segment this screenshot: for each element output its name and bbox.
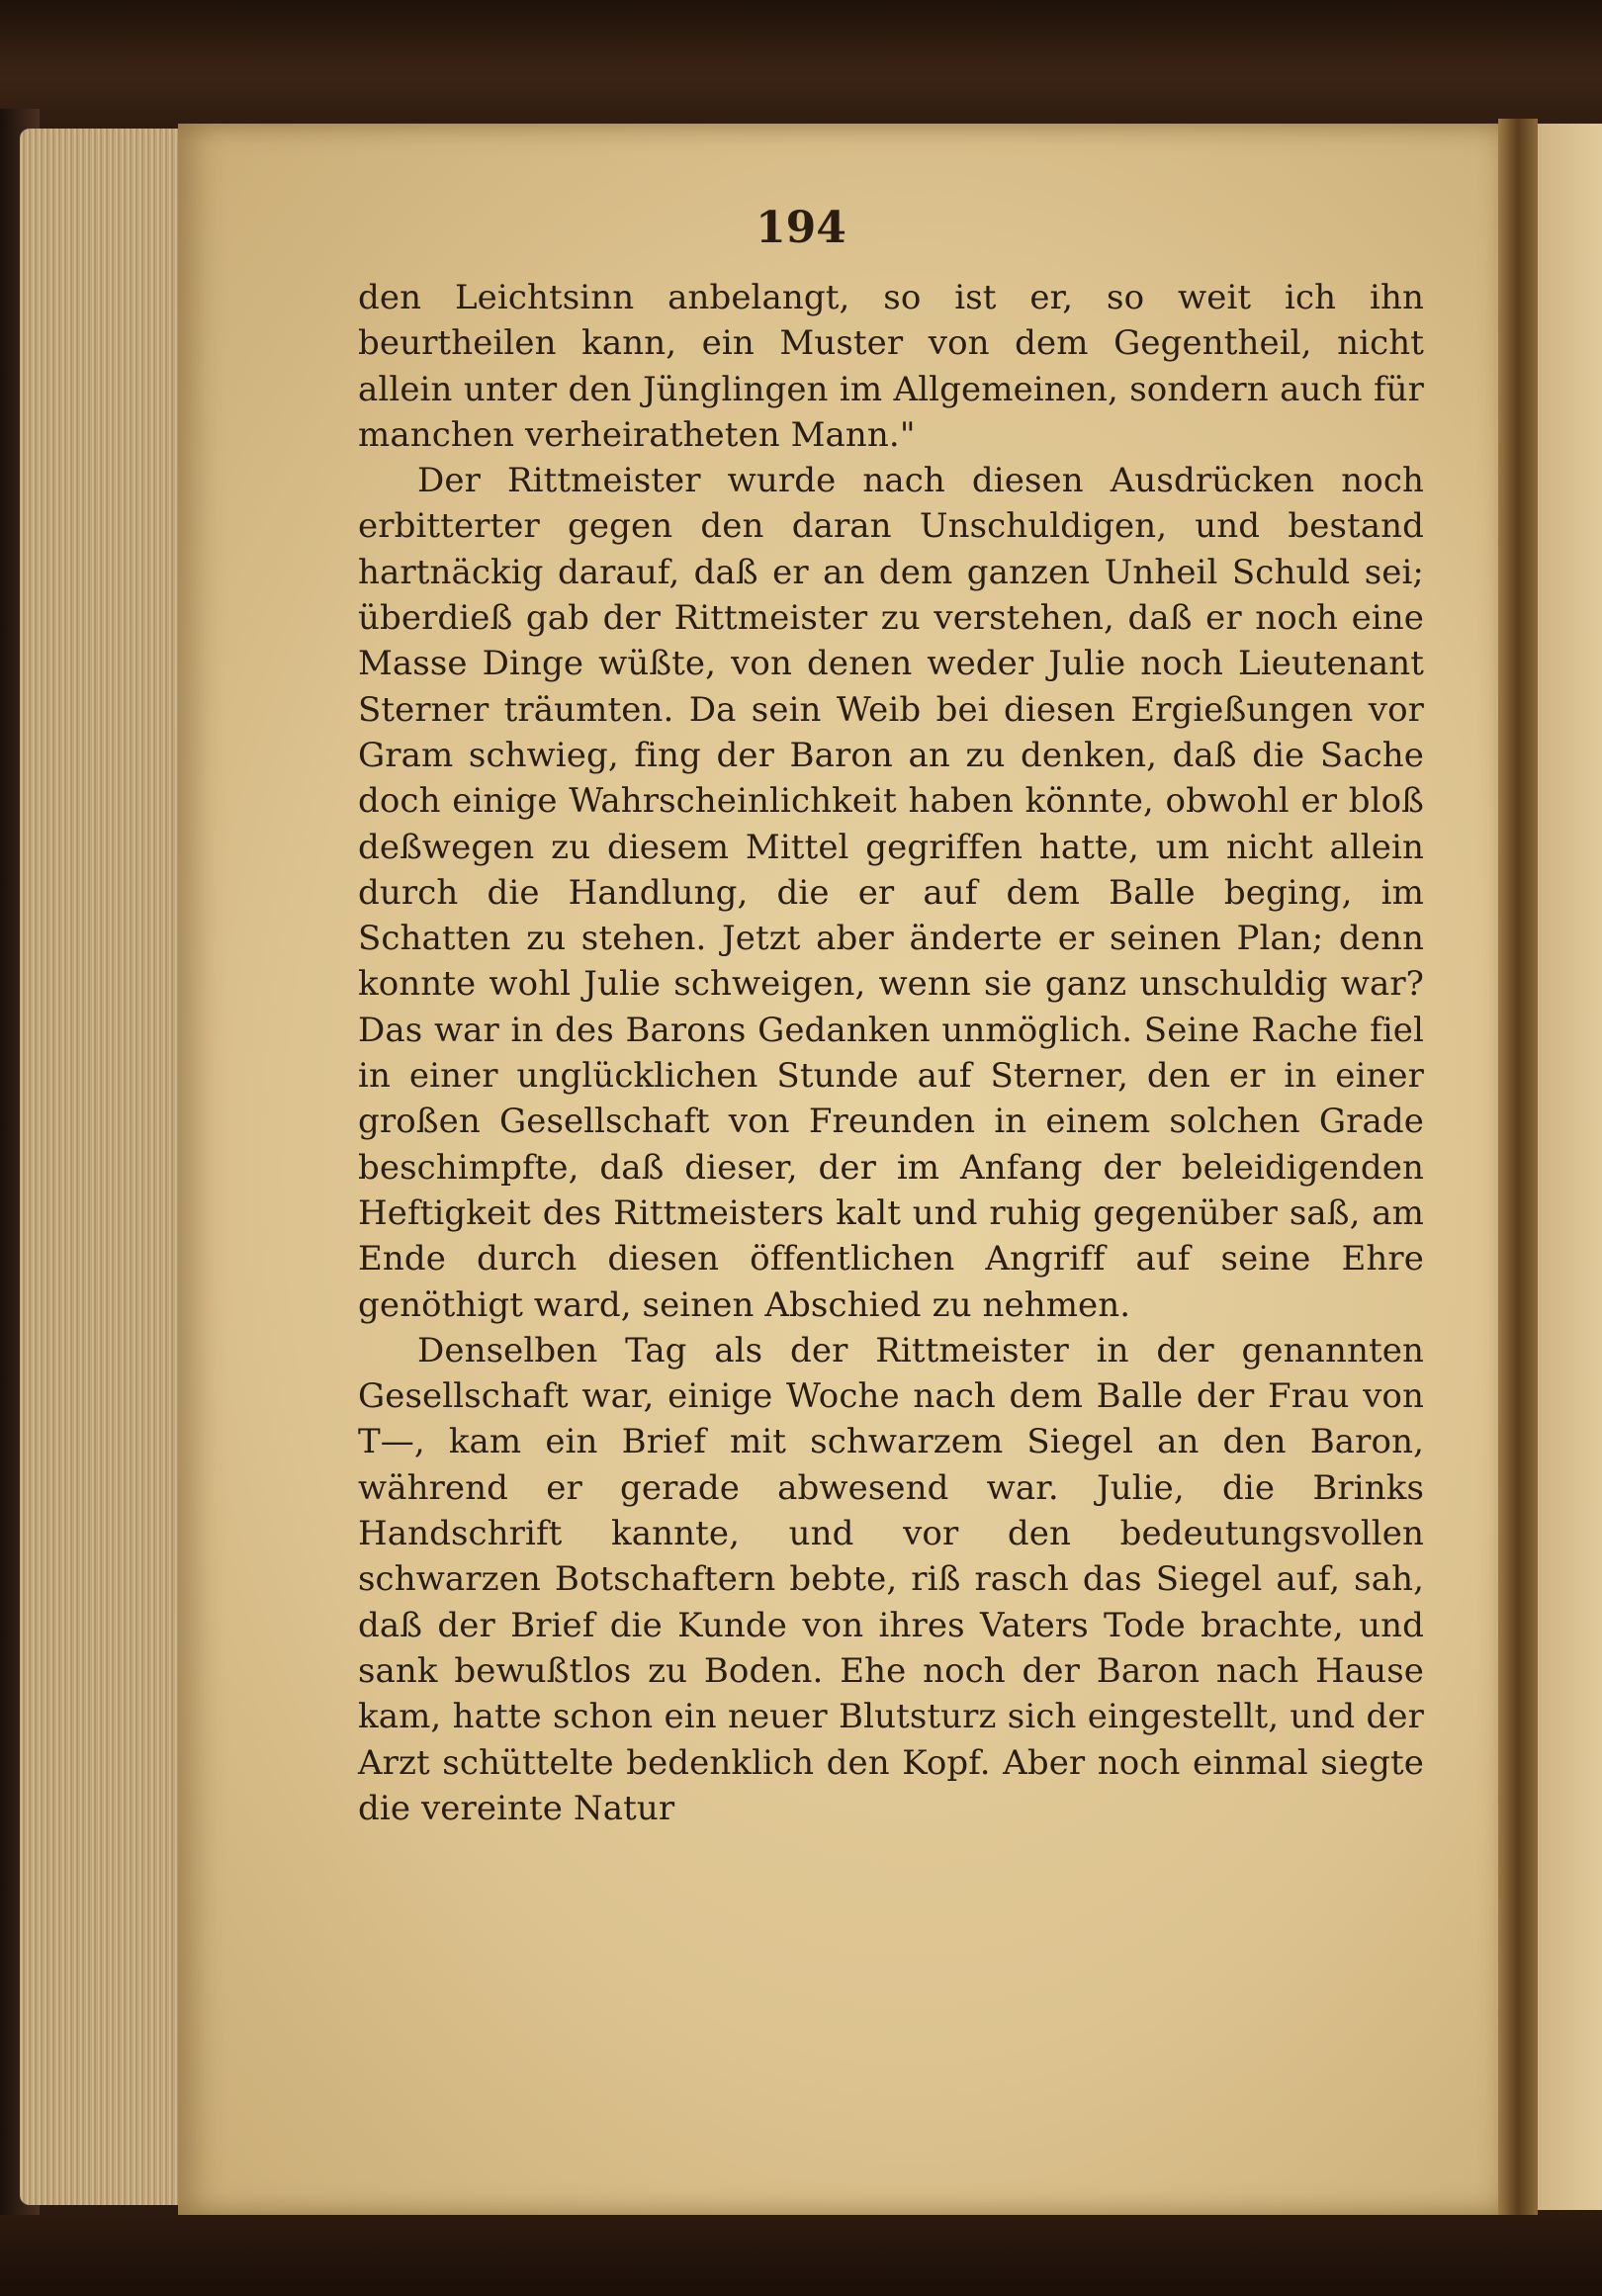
facing-page-edge	[1533, 124, 1602, 2210]
paragraph: Der Rittmeister wurde nach diesen Ausdrücken noch erbitterter gegen den daran Unschuldigen, und bestand hartnäckig darauf, daß er an dem ganzen Unheil Schuld sei; überdieß gab der Rittmeister zu verstehen, daß er noch eine Masse Dinge wüßte, von denen weder Julie noch Lieutenant Sterner träumten. Da sein Weib bei diesen Ergießungen vor Gram schwieg, fing der Baron an zu denken, daß die Sache doch einige Wahrscheinlichkeit haben könnte, obwohl er bloß deßwegen zu diesem Mittel gegriffen hatte, um nicht allein durch die Handlung, die er auf dem Balle beging, im Schatten zu stehen. Jetzt aber änderte er seinen Plan; denn konnte wohl Julie schweigen, wenn sie ganz unschuldig war? Das war in des Barons Gedanken unmöglich. Seine Rache fiel in einer unglücklichen Stunde auf Sterner, den er in einer großen Gesellschaft von Freunden in einem solchen Grade beschimpfte, daß dieser, der im Anfang der beleidigenden Heftigkeit des Rittmeisters kalt und ruhig gegenüber saß, am Ende durch diesen öffentlichen Angriff auf seine Ehre genöthigt ward, seinen Abschied zu nehmen.	[358, 461, 1424, 1325]
page-stack-edge	[20, 129, 188, 2205]
paragraph: Denselben Tag als der Rittmeister in der genannten Gesellschaft war, einige Woche nach dem Balle der Frau von T—, kam ein Brief mit schwarzem Siegel an den Baron, während er gerade abwesend war. Julie, die Brinks Handschrift kannte, und vor den bedeutungsvollen schwarzen Botschaftern bebte, riß rasch das Siegel auf, sah, daß der Brief die Kunde von ihres Vaters Tode brachte, und sank bewußtlos zu Boden. Ehe noch der Baron nach Hause kam, hatte schon ein neuer Blutsturz sich eingestellt, und der Arzt schüttelte bedenklich den Kopf. Aber noch einmal siegte die vereinte Natur	[358, 1330, 1424, 1828]
page-number: 194	[756, 203, 846, 253]
paragraph-continued: den Leichtsinn anbelangt, so ist er, so weit ich ihn beurtheilen kann, ein Muster von dem Gegentheil, nicht allein unter den Jünglingen im Allgemeinen, sondern auch für manchen verheiratheten Mann."	[358, 278, 1424, 455]
book-cover-top	[0, 0, 1602, 138]
body-text	[358, 275, 1424, 1831]
book-gutter	[1498, 119, 1538, 2215]
book-cover-bottom	[0, 2215, 1602, 2296]
